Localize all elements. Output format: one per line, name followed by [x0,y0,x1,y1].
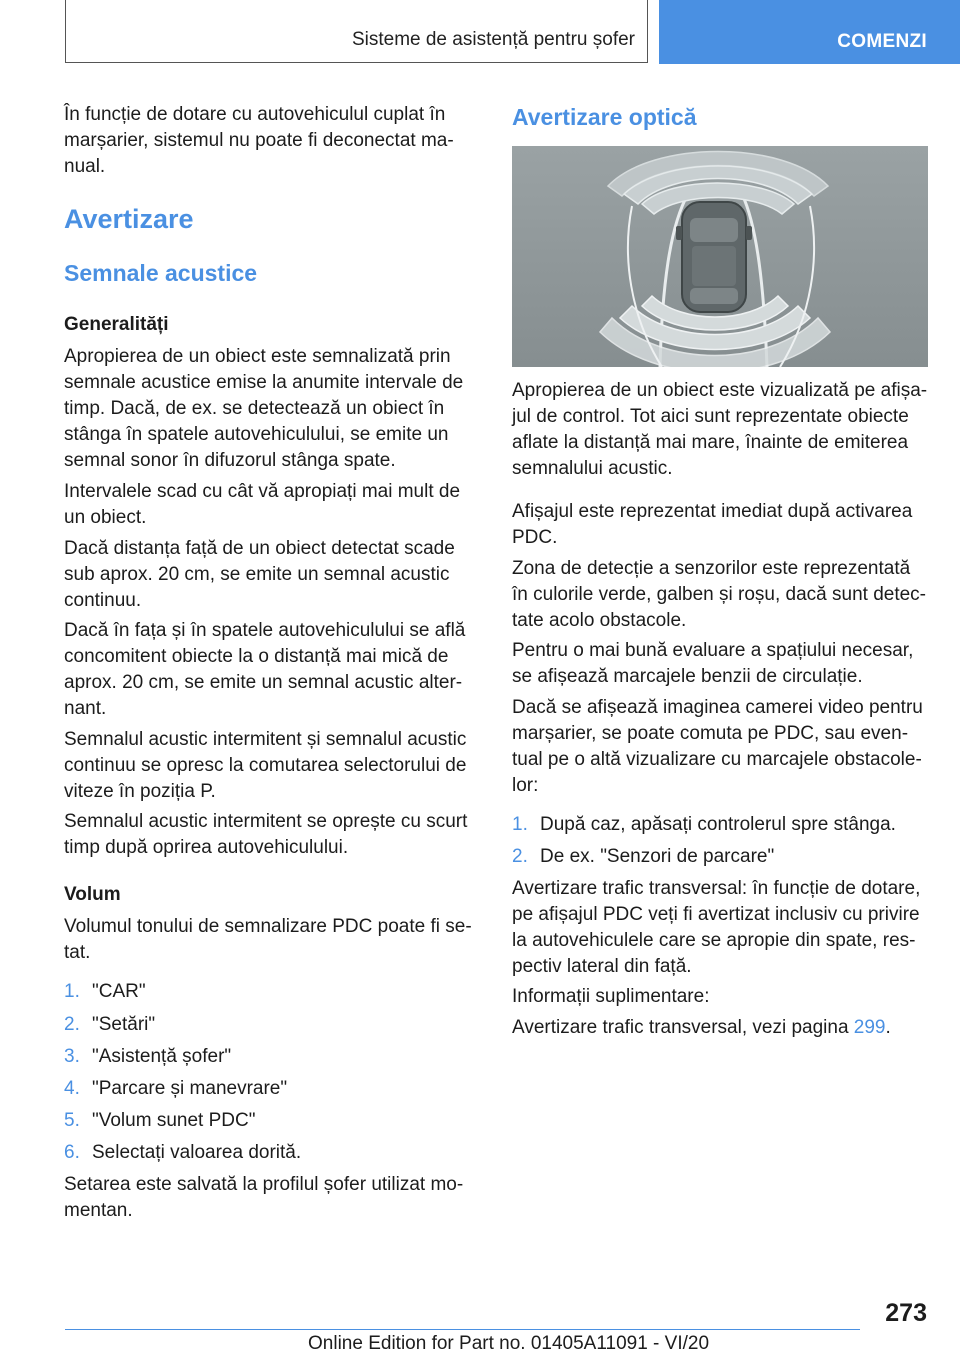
paragraph-line: semnal sonor în difuzorul stânga spate. [64,450,396,471]
paragraph-line: Semnalul acustic intermitent și semnalul acustic [64,729,467,750]
paragraph-line: aflate la distanță mai mare, înainte de emiterea [512,432,909,453]
list-text: "Asistență șofer" [92,1046,232,1067]
paragraph-line: sub aprox. 20 cm, se emite un semnal acustic [64,564,450,585]
intro-line: În funcție de dotare cu autovehiculul cuplat în [64,104,446,125]
list-number: 4. [64,1078,80,1099]
paragraph-line: Pentru o mai bună evaluare a spațiului necesar, [512,640,914,661]
paragraph-line: Volumul tonului de semnalizare PDC poate fi se- [64,916,472,937]
header-chapter-tab [659,0,960,64]
paragraph-line: Apropierea de un obiect este semnalizată prin [64,346,451,367]
paragraph-line: concomitent obiecte la o distanță mai mică de [64,646,449,667]
paragraph-line: pe afișajul PDC veți fi avertizat inclusiv cu privire [512,904,920,925]
paragraph-line: PDC. [512,527,558,548]
paragraph-line: lor: [512,775,539,796]
paragraph-line: Dacă în fața și în spatele autovehiculului se află [64,620,466,641]
header-section-title: Sisteme de asistență pentru șofer [351,29,635,50]
page-link[interactable]: 299 [853,1017,886,1038]
paragraph-line: un obiect. [64,507,147,528]
intro-line: marșarier, sistemul nu poate fi deconectat ma- [64,130,454,151]
paragraph-line: Afișajul este reprezentat imediat după activarea [512,501,913,522]
footer-divider [65,1329,860,1330]
list-number: 6. [64,1142,80,1163]
paragraph-line: Intervalele scad cu cât vă apropiați mai mult de [64,481,461,502]
heading-generalitati: Generalități [64,314,169,335]
paragraph-line: Dacă se afișează imaginea camerei video pentru [512,697,923,718]
header-section-box [65,0,648,63]
paragraph-line: continuu. [64,590,142,611]
list-number: 1. [64,981,80,1002]
list-text: "Volum sunet PDC" [92,1110,256,1131]
paragraph-line: Dacă distanța față de un obiect detectat scade [64,538,455,559]
paragraph-line: timp după oprirea autovehiculului. [64,837,349,858]
paragraph-line: jul de control. Tot aici sunt reprezentate obiecte [512,406,909,427]
paragraph-line: tat. [64,942,91,963]
paragraph-line: la autovehiculele care se apropie din spate, res- [512,930,916,951]
paragraph-line: mentan. [64,1200,133,1221]
paragraph-line: nant. [64,698,107,719]
list-text: De ex. "Senzori de parcare" [540,846,775,867]
paragraph-line: aprox. 20 cm, se emite un semnal acustic alter- [64,672,463,693]
pdc-illustration [512,146,928,367]
car-icon [676,202,752,312]
paragraph-line: Semnalul acustic intermitent se oprește cu scurt [64,811,468,832]
header-chapter-title: COMENZI [837,31,927,52]
paragraph-line: stânga în spatele autovehiculului, se emite un [64,424,449,445]
paragraph-line: semnalului acustic. [512,458,673,479]
cross-reference-line [512,1015,891,1041]
footer-edition: Online Edition for Part no. 01405A11091 - VI/20 [308,1333,710,1354]
paragraph-line: viteze în poziția P. [64,781,216,802]
paragraph-line: Zona de detecție a senzorilor este reprezentată [512,558,911,579]
list-number: 2. [64,1014,80,1035]
paragraph-line: se afișează marcajele benzii de circulație. [512,666,863,687]
paragraph-line: în culorile verde, galben și roșu, dacă sunt detec- [512,584,927,605]
list-number: 1. [512,814,528,835]
paragraph-line: pectiv lateral din față. [512,956,692,977]
list-text: "Setări" [92,1014,156,1035]
list-text: "Parcare și manevrare" [92,1078,288,1099]
list-number: 2. [512,846,528,867]
cross-reference-text: Avertizare trafic transversal, vezi pagina [512,1017,854,1038]
paragraph-line: Setarea este salvată la profilul șofer utilizat mo- [64,1174,464,1195]
heading-avertizare: Avertizare [64,204,194,234]
paragraph-line: tual pe o altă vizualizare cu marcajele obstacole- [512,749,922,770]
paragraph-line: Informații suplimentare: [512,986,710,1007]
list-text: "CAR" [92,981,146,1002]
intro-line: nual. [64,156,106,177]
paragraph-line: continuu se opresc la comutarea selectorului de [64,755,467,776]
paragraph-line: Apropierea de un obiect este vizualizată pe afișa- [512,380,928,401]
list-number: 3. [64,1046,80,1067]
paragraph-line: marșarier, se poate comuta pe PDC, sau even- [512,723,909,744]
list-text: Selectați valoarea dorită. [92,1142,302,1163]
heading-volum: Volum [64,884,121,905]
cross-reference-end: . [885,1017,891,1038]
page-number: 273 [885,1299,927,1327]
list-number: 5. [64,1110,80,1131]
paragraph-line: Avertizare trafic transversal: în funcție de dotare, [512,878,921,899]
list-text: După caz, apăsați controlerul spre stânga. [540,814,896,835]
heading-avertizare-optica: Avertizare optică [512,104,697,130]
paragraph-line: timp. Dacă, de ex. se detectează un obiect în [64,398,445,419]
pdc-illustration-graphic [512,146,928,367]
paragraph-line: tate acolo obstacole. [512,610,687,631]
heading-semnale-acustice: Semnale acustice [64,260,258,286]
paragraph-line: semnale acustice emise la anumite intervale de [64,372,464,393]
